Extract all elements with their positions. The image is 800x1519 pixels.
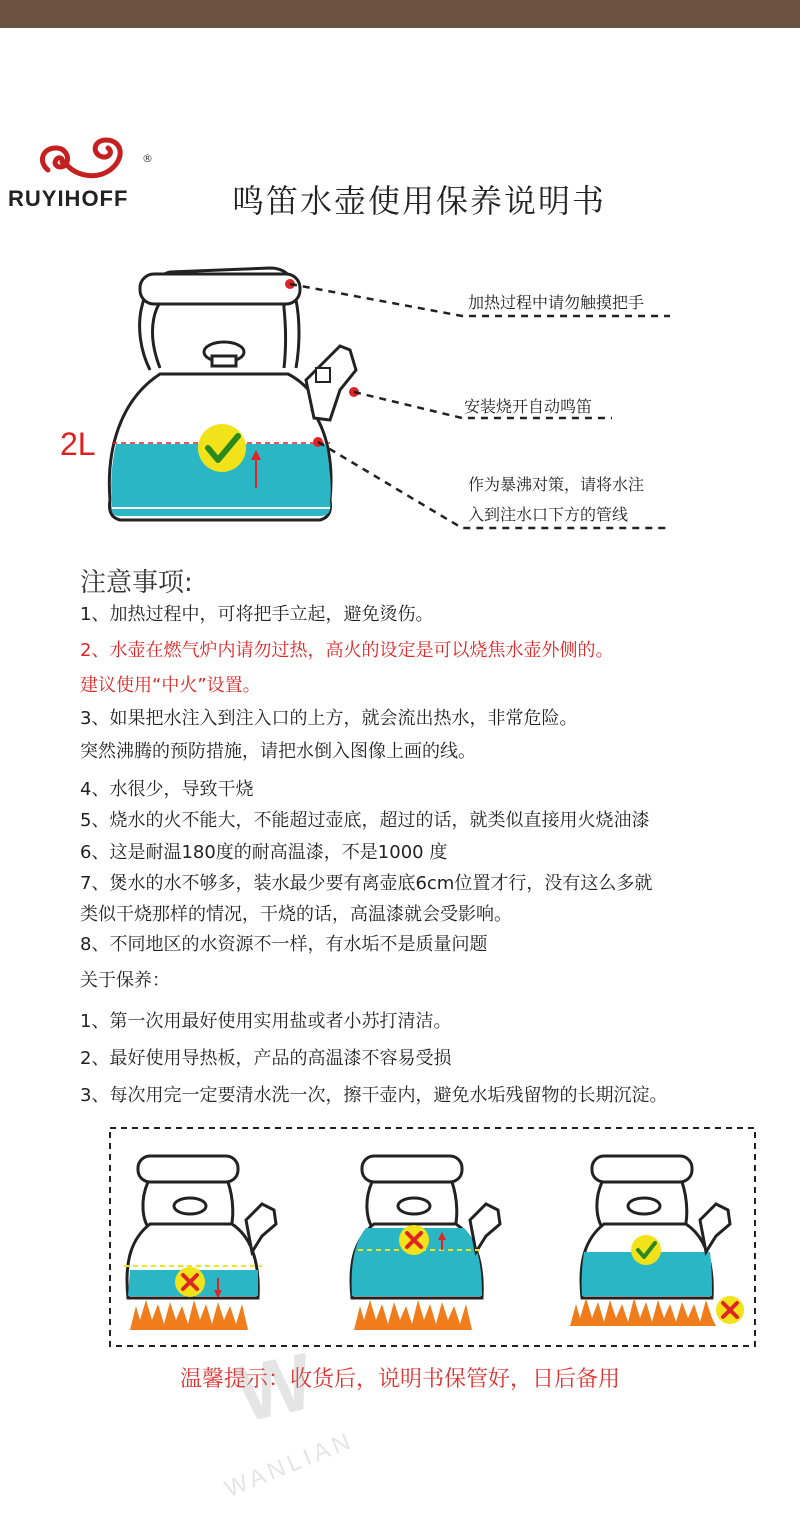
note-line: 5、烧水的火不能大，不能超过壶底，超过的话，就类似直接用火烧油漆 xyxy=(80,810,650,831)
callout-boil-2: 入到注水口下方的管线 xyxy=(468,505,629,524)
warm-tip: 温馨提示：收货后，说明书保管好，日后备用 xyxy=(179,1367,620,1392)
note-line: 7、煲水的水不够多，装水最少要有离壶底6cm位置才行，没有这么多就 xyxy=(80,873,653,894)
brand-logo-icon xyxy=(36,136,146,186)
note-line: 1、加热过程中，可将把手立起，避免烫伤。 xyxy=(80,604,434,625)
top-bar xyxy=(0,0,800,28)
water-level-label: 2L xyxy=(60,426,96,462)
care-heading: 关于保养： xyxy=(80,970,170,991)
svg-text:W: W xyxy=(228,1336,321,1439)
note-line: 类似干烧那样的情况，干烧的话，高温漆就会受影响。 xyxy=(80,904,512,925)
callout-boil-1: 作为暴沸对策，请将水注 xyxy=(468,475,645,494)
care-line: 3、每次用完一定要清水洗一次，擦干壶内，避免水垢残留物的长期沉淀。 xyxy=(80,1085,668,1106)
note-line: 4、水很少，导致干烧 xyxy=(80,779,254,800)
callout-whistle: 安装烧开自动鸣笛 xyxy=(464,397,593,416)
kettle-diagram xyxy=(0,250,800,550)
note-line: 突然沸腾的预防措施，请把水倒入图像上画的线。 xyxy=(80,741,476,762)
page-title: 鸣笛水壶使用保养说明书 xyxy=(232,182,607,220)
callout-handle: 加热过程中请勿触摸把手 xyxy=(468,293,645,312)
note-line: 6、这是耐温180度的耐高温漆，不是1000 度 xyxy=(80,842,448,863)
notes-heading: 注意事项: xyxy=(80,568,193,598)
note-line: 建议使用“中火”设置。 xyxy=(80,675,261,696)
kettle-correct-water-level xyxy=(570,1156,744,1326)
note-line: 3、如果把水注入到注入口的上方，就会流出热水，非常危险。 xyxy=(80,708,578,729)
kettle-too-little-water xyxy=(124,1156,276,1330)
note-line: 2、水壶在燃气炉内请勿过热，高火的设定是可以烧焦水壶外侧的。 xyxy=(80,640,614,661)
note-line: 8、不同地区的水资源不一样，有水垢不是质量问题 xyxy=(80,934,488,955)
kettle-too-much-water xyxy=(351,1156,500,1330)
registered-mark: ® xyxy=(142,152,153,165)
watermark-logo-icon xyxy=(200,1310,420,1503)
care-line: 1、第一次用最好使用实用盐或者小苏打清洁。 xyxy=(80,1011,452,1032)
watermark-text: WANLIAN xyxy=(220,1426,358,1503)
brand-name: RUYIHOFF xyxy=(8,186,129,211)
care-line: 2、最好使用导热板，产品的高温漆不容易受损 xyxy=(80,1048,452,1069)
